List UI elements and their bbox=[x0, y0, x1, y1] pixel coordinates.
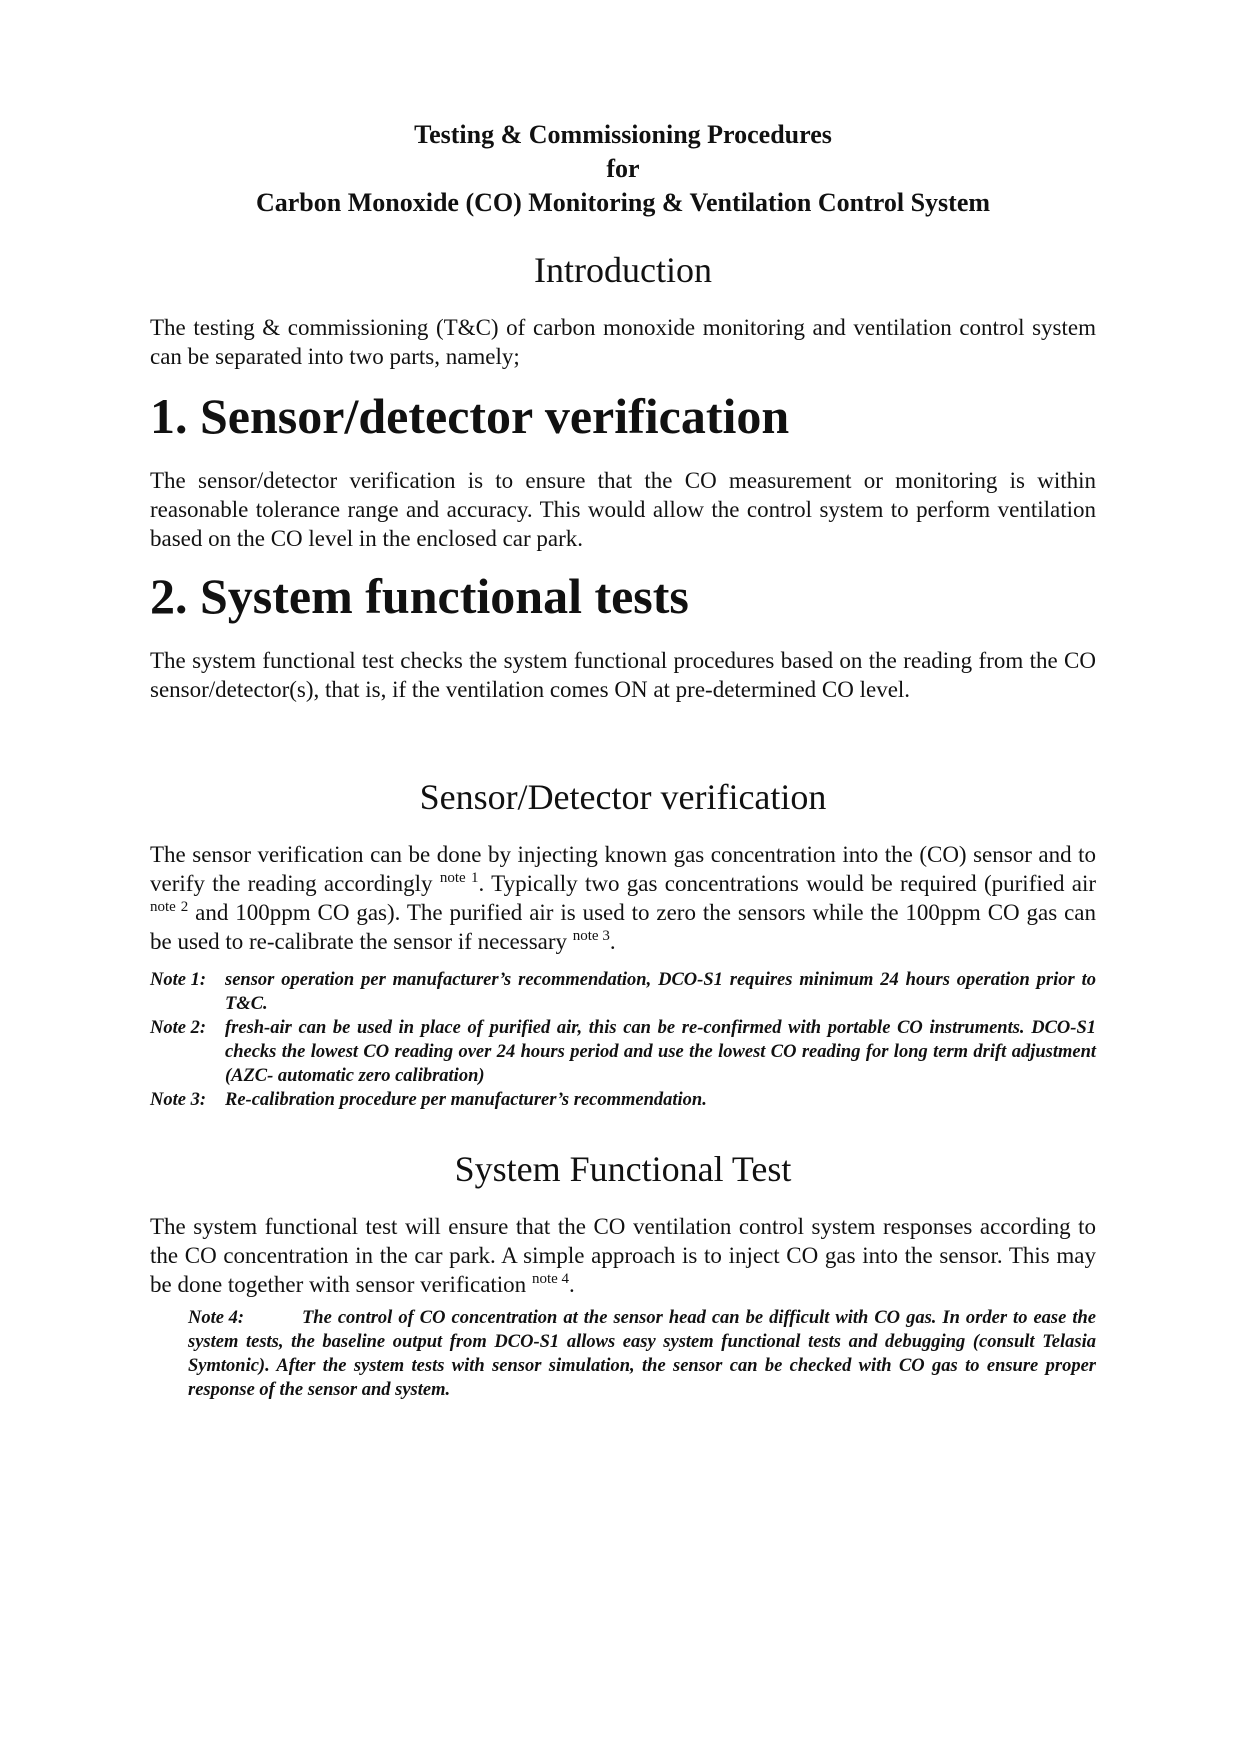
title-line-3: Carbon Monoxide (CO) Monitoring & Ventilation Control System bbox=[255, 188, 991, 217]
note-item bbox=[150, 968, 1096, 1016]
note-3-ref: note 3 bbox=[572, 928, 610, 944]
introduction-heading: Introduction bbox=[534, 250, 712, 290]
sft-text-1: The system functional test will ensure that the CO ventilation control system responses according to the CO concentration in the car park. A simple approach is to inject CO gas into the sensor. This may be done together with sensor verification bbox=[150, 1214, 1096, 1297]
sv-text-3: and 100ppm CO gas). The purified air is used to zero the sensors while the 100ppm CO gas can be used to re-calibrate the sensor if necessary bbox=[150, 900, 1096, 954]
note-1-ref: note 1 bbox=[439, 870, 479, 886]
introduction-paragraph: The testing & commissioning (T&C) of carbon monoxide monitoring and ventilation control system can be separated into two parts, namely; bbox=[150, 315, 1096, 369]
sensor-verification-paragraph bbox=[150, 840, 1096, 956]
note-item bbox=[150, 1016, 1096, 1088]
document-page bbox=[150, 0, 1096, 1754]
title-line-1: Testing & Commissioning Procedures bbox=[414, 120, 832, 149]
note-text: fresh-air can be used in place of purified air, this can be re-confirmed with portable CO instruments. DCO-S1 checks the lowest CO reading over 24 hours period and use the lowest CO reading for long term drift adjustment (AZC- automatic zero calibration) bbox=[225, 1018, 1096, 1086]
note-2-ref: note 2 bbox=[150, 899, 189, 915]
sv-text-2: . Typically two gas concentrations would be required (purified air bbox=[478, 871, 1097, 896]
note-4 bbox=[188, 1306, 1096, 1402]
section2-heading: 2. System functional tests bbox=[150, 568, 689, 624]
title-line-2: for bbox=[606, 154, 640, 183]
note-4-label: Note 4: bbox=[188, 1308, 244, 1328]
section2-paragraph: The system functional test checks the system functional procedures based on the reading from the CO sensor/detector(s), that is, if the ventilation comes ON at pre-determined CO level. bbox=[150, 648, 1096, 702]
note-item bbox=[150, 1088, 1096, 1112]
note-label: Note 2: bbox=[150, 1018, 206, 1038]
note-4-ref: note 4 bbox=[531, 1271, 570, 1287]
system-functional-test-paragraph bbox=[150, 1212, 1096, 1299]
sft-text-2: . bbox=[569, 1272, 575, 1297]
notes-list bbox=[150, 968, 1096, 1112]
note-4-text: The control of CO concentration at the sensor head can be difficult with CO gas. In order to ease the system tests, the baseline output from DCO-S1 allows easy system functional tests and debugging (consult Telasia Symtonic). After the system tests with sensor simulation, the sensor can be checked with CO gas to ensure proper response of the sensor and system. bbox=[188, 1308, 1096, 1400]
document-title bbox=[150, 118, 1096, 220]
note-text: sensor operation per manufacturer’s recommendation, DCO-S1 requires minimum 24 hours operation prior to T&C. bbox=[225, 970, 1096, 1014]
system-functional-test-heading: System Functional Test bbox=[454, 1149, 792, 1189]
sv-text-4: . bbox=[609, 929, 616, 954]
note-label: Note 3: bbox=[150, 1090, 206, 1110]
note-text: Re-calibration procedure per manufacturer’s recommendation. bbox=[225, 1090, 707, 1110]
sv-text-1: The sensor verification can be done by injecting known gas concentration into the (CO) sensor and to verify the reading accordingly bbox=[150, 842, 1096, 896]
sensor-verification-heading: Sensor/Detector verification bbox=[419, 777, 827, 817]
note-label: Note 1: bbox=[150, 970, 206, 990]
section1-paragraph: The sensor/detector verification is to ensure that the CO measurement or monitoring is within reasonable tolerance range and accuracy. This would allow the control system to perform ventilation based on the CO level in the enclosed car park. bbox=[150, 468, 1096, 551]
section1-heading: 1. Sensor/detector verification bbox=[150, 388, 790, 444]
